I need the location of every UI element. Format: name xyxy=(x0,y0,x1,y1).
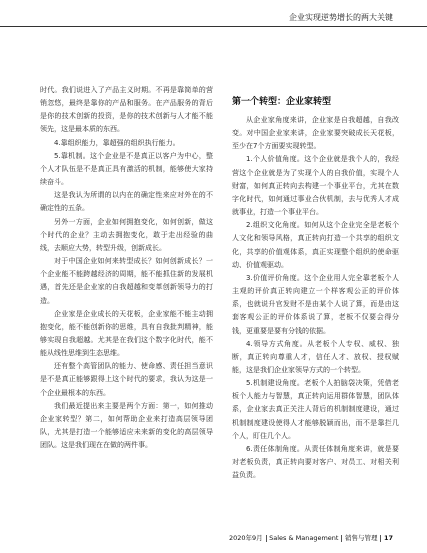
body-paragraph: 5.靠机制。这个企业是不是真正以客户为中心，整个人才队伍是不是真正具有激活的机制，能够使大家持续奋斗。 xyxy=(40,151,213,187)
right-column xyxy=(232,96,399,482)
page-number: 17 xyxy=(383,534,393,542)
body-paragraph: 1.个人价值角度。这个企业就是我个人的，我经营这个企业就是为了实现个人的自我价值，实现个人财富，如何真正转向去构建一个事业平台，尤其在数字化时代，如何通过事业合伙机制，去与优秀人才成就事业，打造一个事业平台。 xyxy=(232,155,399,217)
body-paragraph: 4.领导方式角度。从老板个人专权、威权、独断，真正转向尊重人才，信任人才、放权、授权赋能，这是我们企业家领导方式的一个转型。 xyxy=(232,339,399,374)
body-paragraph: 还有整个高管团队的能力、使命感、责任担当意识是不是真正能够跟得上这个时代的要求，我认为这是一个企业最根本的东西。 xyxy=(40,362,213,397)
body-paragraph: 5.机制建设角度。老板个人拍脑袋决策，凭借老板个人能力与智慧，真正转向运用群体智慧，团队体系，企业家去真正关注人背后的机制制度建设，通过机制制度建设使得人才能够脱颖而出，而不是靠拦几个人，盯住几个人。 xyxy=(232,379,399,440)
page-footer xyxy=(229,533,393,542)
section-heading: 第一个转型：企业家转型 xyxy=(232,97,332,107)
header-rule xyxy=(0,26,427,27)
footer-divider xyxy=(380,535,381,542)
body-paragraph: 时代。我们说进入了产品主义时期。不再是靠简单的营销忽悠，最终是靠你的产品和服务。在产品服务的背后是你的技术创新的投资，是你的技术创新与人才能不能领先，这是最本质的东西。 xyxy=(40,86,213,134)
body-paragraph: 3.价值评价角度。这个企业用人完全靠老板个人主观的评价真正转向建立一个样客观公正的评价体系，也就说升官发财不是由某个人说了算，而是由这套客观公正的评价体系说了算，老板不仅要会得分钱，更重要是要有分钱的依据。 xyxy=(232,273,399,335)
body-paragraph: 2.组织文化角度。如何从这个企业完全是老板个人文化和领导风格，真正转向打造一个共享的组织文化，共享的价值观体系，真正实现整个组织的使命驱动、价值观驱动。 xyxy=(232,221,399,269)
footer-journal-cn: 销售与管理 xyxy=(344,534,378,542)
body-paragraph: 另外一方面，企业如何拥抱变化，如何创新，做这个时代的企业？主动去拥抱变化，敢于走出经验的曲线，去顺应大势，转型升级，创新成长。 xyxy=(40,217,213,252)
footer-journal: Sales & Management xyxy=(269,534,339,542)
body-paragraph: 我们最近提出来主要是两个方面：第一，如何推动企业家转型？第二，如何帮助企业来打造高层领导团队，尤其是打造一个能够适应未来新的变化的高层领导团队。这是我们现在在做的两件事。 xyxy=(40,401,213,450)
body-paragraph: 从企业家角度来讲，企业家是自我超越，自我改变。对中国企业家来讲，企业家要突破成长天花板，至少在7个方面要实现转型。 xyxy=(232,116,399,151)
body-paragraph: 6.责任体制角度。从责任体制角度来讲，就是要对老板负责，真正转向要对客户、对员工、对相关利益负责。 xyxy=(232,444,399,480)
body-paragraph: 4.靠组织能力，靠超强的组织执行能力。 xyxy=(54,138,180,147)
footer-divider xyxy=(266,535,267,542)
body-paragraph: 对于中国企业如何来转型成长？如何创新成长？一个企业能不能跨越经济的周期，能不能抓住新的发展机遇，首先还是企业家的自我超越和变革创新领导力的打造。 xyxy=(40,257,213,305)
footer-date: 2020年9月 xyxy=(228,534,263,542)
left-column xyxy=(40,84,213,452)
body-paragraph: 这是我认为所谓的以内在的确定性来应对外在的不确定性的五条。 xyxy=(40,191,213,213)
footer-divider xyxy=(341,535,342,542)
body-paragraph: 企业家是企业成长的天花板，企业家能不能主动拥抱变化，能不能创新你的思维，具有自我批判精神，能够实现自我超越。尤其是在我们这个数字化时代，能不能从线性思维到生态思维。 xyxy=(40,309,213,358)
running-header-title: 企业实现逆势增长的两大关键 xyxy=(289,13,393,22)
